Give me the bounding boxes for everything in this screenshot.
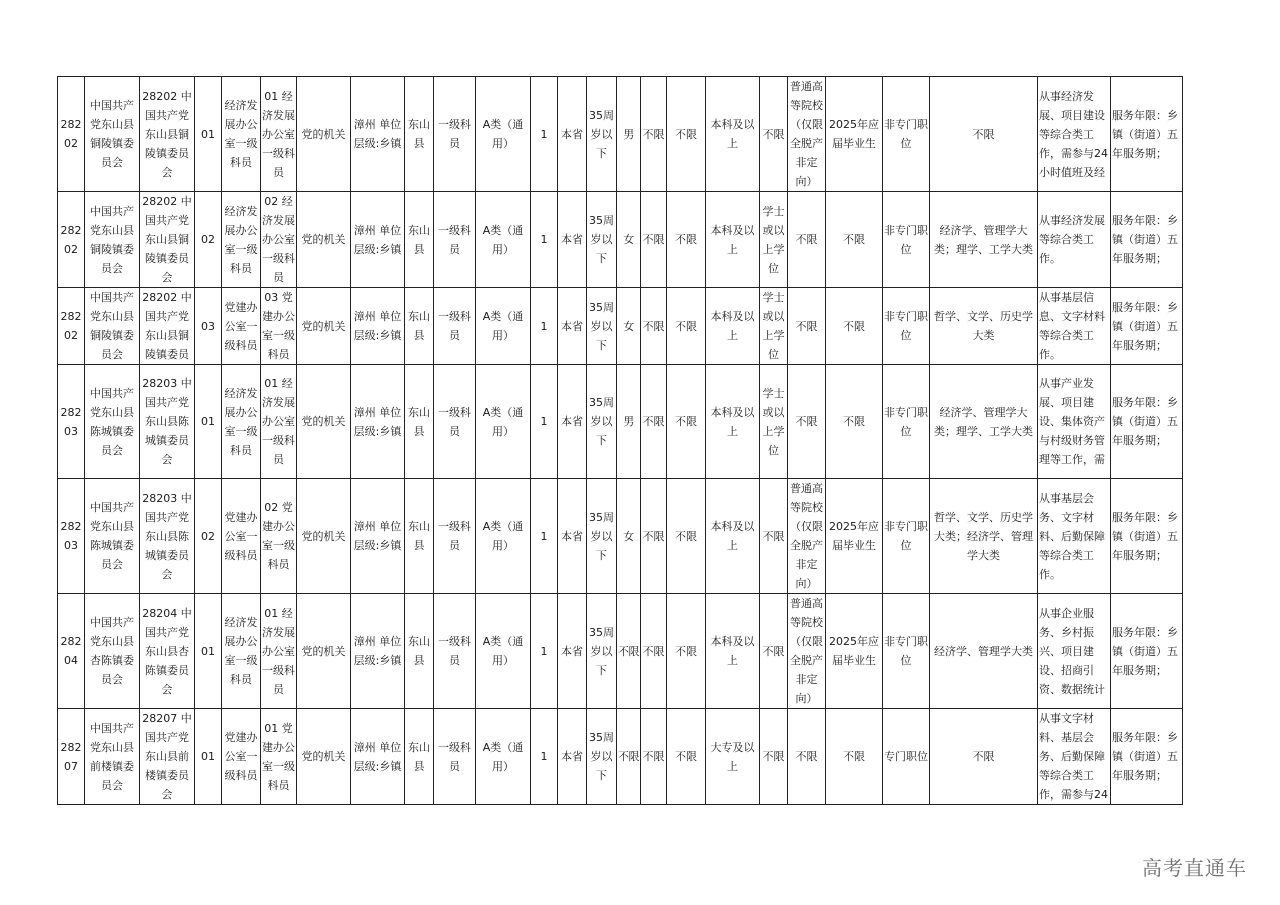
cell-c2: 不限 bbox=[667, 479, 706, 594]
cell-specialty: 专门职位 bbox=[883, 709, 930, 805]
cell-code: 28203 bbox=[58, 479, 85, 594]
cell-age: 35周岁以下 bbox=[587, 365, 617, 479]
cell-degree: 不限 bbox=[760, 77, 788, 192]
cell-unit: 中国共产党东山县铜陵镇委员会 bbox=[85, 288, 140, 365]
cell-gender: 女 bbox=[617, 192, 641, 288]
watermark-text: 高考直通车 bbox=[1142, 856, 1247, 880]
cell-grad: 不限 bbox=[826, 365, 883, 479]
table-row bbox=[58, 594, 1183, 709]
cell-pos-code: 01 bbox=[195, 594, 222, 709]
cell-unit: 中国共产党东山县前楼镇委员会 bbox=[85, 709, 140, 805]
cell-org-type: 党的机关 bbox=[297, 594, 351, 709]
cell-pos-name: 党建办公室一级科员 bbox=[222, 479, 261, 594]
cell-age: 35周岁以下 bbox=[587, 594, 617, 709]
cell-school: 普通高等院校（仅限全脱产非定向） bbox=[788, 594, 826, 709]
cell-school: 不限 bbox=[788, 709, 826, 805]
cell-level: 漳州 单位层级:乡镇 bbox=[351, 709, 405, 805]
cell-specialty: 非专门职位 bbox=[883, 288, 930, 365]
cell-residence: 本省 bbox=[558, 365, 587, 479]
cell-age: 35周岁以下 bbox=[587, 479, 617, 594]
cell-level: 漳州 单位层级:乡镇 bbox=[351, 594, 405, 709]
cell-c2: 不限 bbox=[667, 594, 706, 709]
cell-residence: 本省 bbox=[558, 77, 587, 192]
cell-unit: 中国共产党东山县陈城镇委员会 bbox=[85, 365, 140, 479]
cell-school: 普通高等院校（仅限全脱产非定向） bbox=[788, 77, 826, 192]
cell-specialty: 非专门职位 bbox=[883, 594, 930, 709]
cell-service: 服务年限：乡镇（街道）五年服务期； bbox=[1111, 479, 1183, 594]
cell-org-type: 党的机关 bbox=[297, 709, 351, 805]
cell-grad: 2025年应届毕业生 bbox=[826, 594, 883, 709]
cell-residence: 本省 bbox=[558, 709, 587, 805]
cell-school: 普通高等院校（仅限全脱产非定向） bbox=[788, 479, 826, 594]
cell-grad: 不限 bbox=[826, 192, 883, 288]
cell-service: 服务年限：乡镇（街道）五年服务期； bbox=[1111, 288, 1183, 365]
cell-org-type: 党的机关 bbox=[297, 365, 351, 479]
table-row bbox=[58, 77, 1183, 192]
cell-specialty: 非专门职位 bbox=[883, 365, 930, 479]
cell-degree: 不限 bbox=[760, 709, 788, 805]
cell-pos-seq: 03 党建办公室一级科员 bbox=[261, 288, 297, 365]
cell-degree: 学士或以上学位 bbox=[760, 365, 788, 479]
cell-c2: 不限 bbox=[667, 77, 706, 192]
cell-education: 本科及以上 bbox=[706, 479, 760, 594]
cell-county: 东山县 bbox=[405, 594, 434, 709]
cell-code: 28202 bbox=[58, 288, 85, 365]
cell-service: 服务年限：乡镇（街道）五年服务期； bbox=[1111, 77, 1183, 192]
cell-c1: 不限 bbox=[641, 479, 667, 594]
cell-gender: 男 bbox=[617, 77, 641, 192]
cell-rank: 一级科员 bbox=[434, 594, 476, 709]
cell-major: 不限 bbox=[930, 709, 1038, 805]
cell-c1: 不限 bbox=[641, 365, 667, 479]
cell-dept: 28207 中国共产党东山县前楼镇委员会 bbox=[140, 709, 195, 805]
cell-pos-name: 经济发展办公室一级科员 bbox=[222, 594, 261, 709]
cell-count: 1 bbox=[531, 594, 558, 709]
cell-gender: 女 bbox=[617, 479, 641, 594]
cell-level: 漳州 单位层级:乡镇 bbox=[351, 192, 405, 288]
cell-pos-seq: 01 经济发展办公室一级科员 bbox=[261, 77, 297, 192]
table-row bbox=[58, 709, 1183, 805]
cell-residence: 本省 bbox=[558, 192, 587, 288]
cell-unit: 中国共产党东山县铜陵镇委员会 bbox=[85, 192, 140, 288]
cell-code: 28207 bbox=[58, 709, 85, 805]
cell-school: 不限 bbox=[788, 288, 826, 365]
cell-county: 东山县 bbox=[405, 77, 434, 192]
cell-major: 经济学、管理学大类；理学、工学大类 bbox=[930, 192, 1038, 288]
cell-grad: 不限 bbox=[826, 709, 883, 805]
cell-county: 东山县 bbox=[405, 365, 434, 479]
cell-pos-seq: 01 经济发展办公室一级科员 bbox=[261, 365, 297, 479]
cell-category: A类（通用） bbox=[476, 709, 531, 805]
cell-count: 1 bbox=[531, 77, 558, 192]
cell-category: A类（通用） bbox=[476, 192, 531, 288]
cell-education: 本科及以上 bbox=[706, 594, 760, 709]
cell-rank: 一级科员 bbox=[434, 77, 476, 192]
cell-specialty: 非专门职位 bbox=[883, 479, 930, 594]
cell-major: 经济学、管理学大类；理学、工学大类 bbox=[930, 365, 1038, 479]
cell-code: 28202 bbox=[58, 192, 85, 288]
cell-gender: 男 bbox=[617, 365, 641, 479]
cell-rank: 一级科员 bbox=[434, 192, 476, 288]
cell-age: 35周岁以下 bbox=[587, 77, 617, 192]
cell-pos-code: 02 bbox=[195, 192, 222, 288]
cell-major: 经济学、管理学大类 bbox=[930, 594, 1038, 709]
cell-c1: 不限 bbox=[641, 709, 667, 805]
cell-gender: 不限 bbox=[617, 709, 641, 805]
cell-education: 本科及以上 bbox=[706, 365, 760, 479]
cell-service: 服务年限：乡镇（街道）五年服务期； bbox=[1111, 365, 1183, 479]
cell-rank: 一级科员 bbox=[434, 365, 476, 479]
cell-duty: 从事基层会务、文字材料、后勤保障等综合类工作。 bbox=[1038, 479, 1111, 594]
cell-pos-seq: 02 经济发展办公室一级科员 bbox=[261, 192, 297, 288]
cell-level: 漳州 单位层级:乡镇 bbox=[351, 479, 405, 594]
cell-c1: 不限 bbox=[641, 77, 667, 192]
cell-c1: 不限 bbox=[641, 192, 667, 288]
cell-county: 东山县 bbox=[405, 288, 434, 365]
cell-pos-code: 01 bbox=[195, 365, 222, 479]
cell-specialty: 非专门职位 bbox=[883, 77, 930, 192]
cell-duty: 从事文字材料、基层会务、后勤保障等综合类工作，需参与24 bbox=[1038, 709, 1111, 805]
cell-major: 不限 bbox=[930, 77, 1038, 192]
cell-service: 服务年限：乡镇（街道）五年服务期； bbox=[1111, 594, 1183, 709]
table-row bbox=[58, 288, 1183, 365]
cell-duty: 从事经济发展、项目建设等综合类工作，需参与24小时值班及经 bbox=[1038, 77, 1111, 192]
cell-education: 本科及以上 bbox=[706, 77, 760, 192]
cell-degree: 不限 bbox=[760, 479, 788, 594]
cell-duty: 从事企业服务、乡村振兴、项目建设、招商引资、数据统计 bbox=[1038, 594, 1111, 709]
cell-unit: 中国共产党东山县铜陵镇委员会 bbox=[85, 77, 140, 192]
cell-county: 东山县 bbox=[405, 192, 434, 288]
cell-age: 35周岁以下 bbox=[587, 709, 617, 805]
cell-grad: 2025年应届毕业生 bbox=[826, 77, 883, 192]
cell-grad: 2025年应届毕业生 bbox=[826, 479, 883, 594]
table-row bbox=[58, 192, 1183, 288]
cell-degree: 不限 bbox=[760, 594, 788, 709]
cell-county: 东山县 bbox=[405, 709, 434, 805]
cell-rank: 一级科员 bbox=[434, 709, 476, 805]
cell-education: 大专及以上 bbox=[706, 709, 760, 805]
cell-pos-name: 经济发展办公室一级科员 bbox=[222, 192, 261, 288]
cell-pos-code: 01 bbox=[195, 77, 222, 192]
cell-residence: 本省 bbox=[558, 594, 587, 709]
cell-service: 服务年限：乡镇（街道）五年服务期； bbox=[1111, 709, 1183, 805]
cell-degree: 学士或以上学位 bbox=[760, 192, 788, 288]
table-row bbox=[58, 365, 1183, 479]
cell-age: 35周岁以下 bbox=[587, 192, 617, 288]
cell-rank: 一级科员 bbox=[434, 288, 476, 365]
cell-category: A类（通用） bbox=[476, 365, 531, 479]
cell-code: 28204 bbox=[58, 594, 85, 709]
cell-unit: 中国共产党东山县杏陈镇委员会 bbox=[85, 594, 140, 709]
cell-c1: 不限 bbox=[641, 594, 667, 709]
cell-school: 不限 bbox=[788, 365, 826, 479]
cell-grad: 不限 bbox=[826, 288, 883, 365]
cell-count: 1 bbox=[531, 479, 558, 594]
cell-category: A类（通用） bbox=[476, 594, 531, 709]
cell-pos-name: 党建办公室一级科员 bbox=[222, 709, 261, 805]
cell-duty: 从事经济发展等综合类工作。 bbox=[1038, 192, 1111, 288]
cell-education: 本科及以上 bbox=[706, 288, 760, 365]
cell-code: 28202 bbox=[58, 77, 85, 192]
cell-gender: 不限 bbox=[617, 594, 641, 709]
cell-code: 28203 bbox=[58, 365, 85, 479]
cell-org-type: 党的机关 bbox=[297, 479, 351, 594]
cell-count: 1 bbox=[531, 288, 558, 365]
cell-level: 漳州 单位层级:乡镇 bbox=[351, 365, 405, 479]
cell-pos-code: 03 bbox=[195, 288, 222, 365]
cell-pos-name: 党建办公室一级科员 bbox=[222, 288, 261, 365]
cell-pos-name: 经济发展办公室一级科员 bbox=[222, 77, 261, 192]
cell-gender: 女 bbox=[617, 288, 641, 365]
job-positions-table bbox=[57, 76, 1183, 805]
cell-org-type: 党的机关 bbox=[297, 288, 351, 365]
cell-age: 35周岁以下 bbox=[587, 288, 617, 365]
cell-pos-code: 02 bbox=[195, 479, 222, 594]
cell-county: 东山县 bbox=[405, 479, 434, 594]
cell-dept: 28203 中国共产党东山县陈城镇委员会 bbox=[140, 365, 195, 479]
cell-pos-seq: 01 党建办公室一级科员 bbox=[261, 709, 297, 805]
cell-dept: 28203 中国共产党东山县陈城镇委员会 bbox=[140, 479, 195, 594]
cell-pos-name: 经济发展办公室一级科员 bbox=[222, 365, 261, 479]
cell-education: 本科及以上 bbox=[706, 192, 760, 288]
cell-count: 1 bbox=[531, 192, 558, 288]
cell-unit: 中国共产党东山县陈城镇委员会 bbox=[85, 479, 140, 594]
cell-count: 1 bbox=[531, 709, 558, 805]
table-body bbox=[58, 77, 1183, 805]
cell-pos-seq: 02 党建办公室一级科员 bbox=[261, 479, 297, 594]
cell-c2: 不限 bbox=[667, 365, 706, 479]
cell-count: 1 bbox=[531, 365, 558, 479]
cell-pos-seq: 01 经济发展办公室一级科员 bbox=[261, 594, 297, 709]
cell-category: A类（通用） bbox=[476, 479, 531, 594]
cell-rank: 一级科员 bbox=[434, 479, 476, 594]
cell-c2: 不限 bbox=[667, 288, 706, 365]
cell-c2: 不限 bbox=[667, 709, 706, 805]
cell-level: 漳州 单位层级:乡镇 bbox=[351, 77, 405, 192]
table-row bbox=[58, 479, 1183, 594]
cell-level: 漳州 单位层级:乡镇 bbox=[351, 288, 405, 365]
cell-org-type: 党的机关 bbox=[297, 192, 351, 288]
cell-service: 服务年限：乡镇（街道）五年服务期； bbox=[1111, 192, 1183, 288]
cell-duty: 从事产业发展、项目建设、集体资产与村级财务管理等工作，需 bbox=[1038, 365, 1111, 479]
cell-major: 哲学、文学、历史学大类；经济学、管理学大类 bbox=[930, 479, 1038, 594]
cell-residence: 本省 bbox=[558, 288, 587, 365]
cell-c1: 不限 bbox=[641, 288, 667, 365]
cell-org-type: 党的机关 bbox=[297, 77, 351, 192]
cell-category: A类（通用） bbox=[476, 288, 531, 365]
cell-dept: 28202 中国共产党东山县铜陵镇委员会 bbox=[140, 77, 195, 192]
cell-category: A类（通用） bbox=[476, 77, 531, 192]
cell-c2: 不限 bbox=[667, 192, 706, 288]
cell-degree: 学士或以上学位 bbox=[760, 288, 788, 365]
cell-pos-code: 01 bbox=[195, 709, 222, 805]
cell-dept: 28202 中国共产党东山县铜陵镇委员会 bbox=[140, 192, 195, 288]
cell-school: 不限 bbox=[788, 192, 826, 288]
cell-duty: 从事基层信息、文字材料等综合类工作。 bbox=[1038, 288, 1111, 365]
cell-residence: 本省 bbox=[558, 479, 587, 594]
cell-major: 哲学、文学、历史学大类 bbox=[930, 288, 1038, 365]
cell-dept: 28204 中国共产党东山县杏陈镇委员会 bbox=[140, 594, 195, 709]
cell-specialty: 非专门职位 bbox=[883, 192, 930, 288]
cell-dept: 28202 中国共产党东山县铜陵镇委员 bbox=[140, 288, 195, 365]
